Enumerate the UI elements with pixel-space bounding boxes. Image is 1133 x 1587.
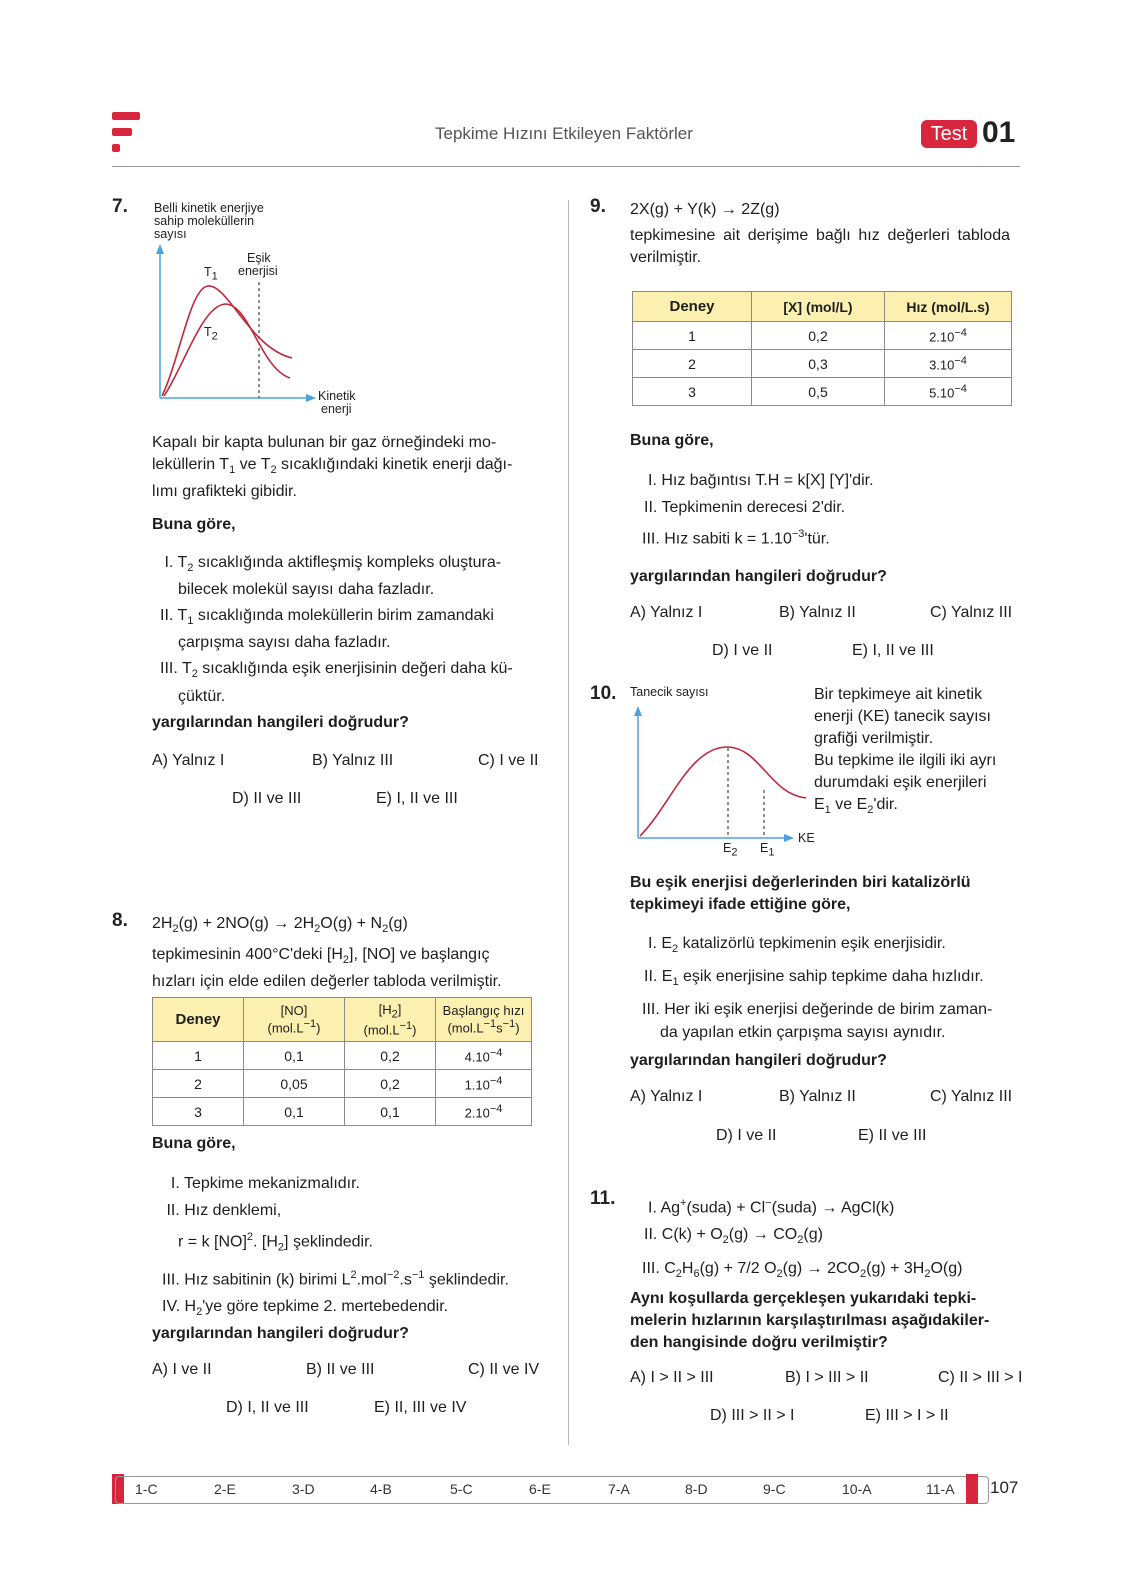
q11-reactions (642, 1190, 1014, 1288)
answer-key-item: 5-C (450, 1481, 473, 1497)
q8-question: yargılarından hangileri doğrudur? (152, 1325, 409, 1342)
q7-ylabel-3: sayısı (154, 227, 187, 241)
question-number-9: 9. (590, 196, 606, 217)
question-number-8: 8. (112, 910, 128, 931)
q9-cell: 0,2 (752, 322, 885, 350)
q7-desc-line1: Kapalı bir kapta bulunan bir gaz örneğindeki mo- (152, 434, 497, 451)
q7-desc-line3: lımı grafikteki gibidir. (152, 483, 297, 501)
answer-key-item: 2-E (214, 1481, 236, 1497)
q10-option-c[interactable]: C) Yalnız III (930, 1088, 1013, 1105)
header-divider (112, 166, 1020, 167)
q7-stmt-3: III. $T_2$ sıcaklığında eşik enerjisinin değeri daha kü- (160, 660, 513, 681)
q10-option-a[interactable]: A) Yalnız I (630, 1088, 703, 1105)
table-row (153, 1042, 532, 1070)
q8-stmt-2b: r = k [NO]$^2$. $[H_2]$ şeklindedir. (178, 1231, 373, 1254)
q10-conclusion (630, 872, 1012, 916)
q10-stmt-3: III. Her iki eşik enerjisi değerinde de birim zaman- (642, 1001, 993, 1019)
q9-question: yargılarından hangileri doğrudur? (630, 568, 887, 585)
q9-table (632, 291, 1012, 406)
q10-graph-svg (630, 686, 820, 866)
q10-desc-line3: grafiği verilmiştir. (814, 730, 934, 747)
q10-stmt-3b: da yapılan etkin çarpışma sayısı aynıdır. (660, 1024, 946, 1042)
q7-stmt-2b: çarpışma sayısı daha fazladır. (178, 634, 391, 652)
q7-stmt-1b: bilecek molekül sayısı daha fazladır. (178, 581, 435, 599)
q9-conclusion: Buna göre, (630, 432, 714, 449)
q8-statements (162, 1170, 542, 1326)
brand-logo (112, 112, 142, 152)
q8-cell: $2.10^{-4}$ (436, 1098, 532, 1126)
question-number-10: 10. (590, 683, 617, 704)
q7-graph (150, 198, 390, 420)
q7-curve-t1-label: $T_1$ (204, 265, 218, 283)
q9-cell: $3.10^{-4}$ (885, 350, 1012, 378)
q7-desc-line2: leküllerin $T_1$ ve $T_2$ sıcaklığındaki kinetik enerji dağı- (152, 456, 513, 477)
q8-stmt-2: II. Hız denklemi, (162, 1202, 282, 1219)
q8-desc-line1: tepkimesinin 400°C'deki $[H_2]$, [NO] ve başlangıç (152, 946, 490, 967)
q9-cell: 3 (633, 378, 752, 406)
q7-option-d[interactable]: D) II ve III (232, 790, 302, 807)
q9-stmt-2: II. Tepkimenin derecesi 2'dir. (644, 499, 846, 516)
answer-key-item: 8-D (685, 1481, 708, 1497)
q11-question (630, 1288, 1012, 1354)
q10-ylabel: Tanecik sayısı (630, 685, 709, 699)
q8-cell: 1 (153, 1042, 244, 1070)
q10-option-d[interactable]: D) I ve II (716, 1127, 777, 1144)
q8-cell: 3 (153, 1098, 244, 1126)
q9-th-deney: Deney (633, 292, 752, 322)
q7-stmt-1: I. $T_2$ sıcaklığında aktifleşmiş kompleks oluştura- (160, 554, 502, 575)
q8-option-a[interactable]: A) I ve II (152, 1361, 212, 1378)
q11-option-c[interactable]: C) II > III > I (938, 1369, 1023, 1386)
q8-stmt-4: IV. $H_2'ye$ göre tepkime 2. mertebedendir. (162, 1297, 449, 1319)
q11-reaction-1: I. Ag+(suda) + Cl−(suda) → AgCl(k) (648, 1197, 895, 1217)
q7-ylabel-2: sahip moleküllerin (154, 214, 255, 228)
answer-key-item: 9-C (763, 1481, 786, 1497)
table-row (153, 1070, 532, 1098)
q8-th-h2: $[H_2]$ $(mol.L^{-1})$ (345, 998, 436, 1042)
q11-reaction-2: II. $C(k) + O_2(g) \to CO_2(g)$ (644, 1226, 823, 1247)
q7-threshold-label-1: Eşik (247, 251, 271, 265)
q9-cell: 1 (633, 322, 752, 350)
q8-th-deney: Deney (153, 998, 244, 1042)
q8-cell: 0,05 (244, 1070, 345, 1098)
q11-option-d[interactable]: D) III > II > I (710, 1407, 795, 1424)
answer-key-item: 7-A (608, 1481, 630, 1497)
q8-cell: 0,2 (345, 1070, 436, 1098)
q10-conclusion-line1: Bu eşik enerjisi değerlerinden biri katalizörlü (630, 874, 971, 891)
q8-cell: 0,1 (345, 1098, 436, 1126)
q11-option-b[interactable]: B) I > III > II (785, 1369, 869, 1386)
q7-xlabel-1: Kinetik (318, 389, 356, 403)
q10-option-b[interactable]: B) Yalnız II (779, 1088, 856, 1105)
q8-option-c[interactable]: C) II ve IV (468, 1361, 540, 1378)
q7-curve-t2-label: $T_2$ (204, 325, 218, 343)
q11-question-line2: melerin hızlarının karşılaştırılması aşağıdakiler- (630, 1312, 990, 1329)
q11-question-line3: den hangisinde doğru verilmiştir? (630, 1334, 888, 1351)
q10-conclusion-line2: tepkimeyi ifade ettiğine göre, (630, 896, 851, 913)
question-number-11: 11. (590, 1188, 616, 1209)
q8-option-e[interactable]: E) II, III ve IV (374, 1399, 467, 1416)
q8-description (152, 944, 532, 993)
q7-stmt-3b: çüktür. (178, 687, 226, 705)
q11-option-a[interactable]: A) I > II > III (630, 1369, 714, 1386)
q7-statements (160, 552, 532, 708)
q8-cell: $4.10^{-4}$ (436, 1042, 532, 1070)
q10-statements (642, 930, 1014, 1043)
q10-xlabel: KE (798, 831, 815, 845)
answer-key-item: 4-B (370, 1481, 392, 1497)
table-row (633, 322, 1012, 350)
q7-ylabel-1: Belli kinetik enerjiye (154, 201, 264, 215)
q11-reaction-3: III. $C_2H_6(g) + 7/2$ $O_2(g) \to 2CO_2(g) + 3H_2O(g)$ (642, 1259, 963, 1280)
q9-statements (642, 467, 1012, 552)
table-row (633, 350, 1012, 378)
q10-e1-label: $E_1$ (760, 841, 775, 859)
answer-key-item: 11-A (926, 1481, 955, 1497)
table-row (633, 378, 1012, 406)
answer-key-item: 6-E (529, 1481, 551, 1497)
q9-option-b[interactable]: B) Yalnız II (779, 604, 856, 621)
q8-conclusion: Buna göre, (152, 1135, 236, 1152)
q10-desc-line5: durumdaki eşik enerjileri (814, 774, 987, 791)
q9-option-a[interactable]: A) Yalnız I (630, 604, 703, 621)
q10-desc-line6: $E_1$ ve $E_2'dir$. (814, 796, 898, 817)
q9-stmt-3: III. Hız sabiti $k = 1.10^{-3}'tür$. (642, 528, 830, 548)
q10-option-e[interactable]: E) II ve III (858, 1127, 927, 1144)
q9-th-rate: Hız (mol/L.s) (885, 292, 1012, 322)
q7-option-e[interactable]: E) I, II ve III (376, 790, 458, 807)
column-divider (568, 200, 569, 1445)
q9-th-x: [X] (mol/L) (752, 292, 885, 322)
q8-equation: $2H_2(g) + 2NO(g) \to 2H_2O(g) + N_2(g)$ (152, 915, 408, 936)
table-row (153, 1098, 532, 1126)
q9-option-e[interactable]: E) I, II ve III (852, 642, 934, 659)
q8-option-d[interactable]: D) I, II ve III (226, 1399, 309, 1416)
q7-option-c[interactable]: C) I ve II (478, 752, 539, 769)
test-badge: Test (921, 120, 977, 148)
q9-option-c[interactable]: C) Yalnız III (930, 604, 1013, 621)
test-number: 01 (982, 116, 1016, 149)
q10-desc-line2: enerji (KE) tanecik sayısı (814, 708, 991, 725)
q7-conclusion: Buna göre, (152, 516, 236, 533)
q8-cell: $1.10^{-4}$ (436, 1070, 532, 1098)
q10-question: yargılarından hangileri doğrudur? (630, 1052, 887, 1069)
q8-cell: 2 (153, 1070, 244, 1098)
answer-key-item: 3-D (292, 1481, 315, 1497)
q8-option-b[interactable]: B) II ve III (306, 1361, 375, 1378)
q10-desc-line1: Bir tepkimeye ait kinetik (814, 686, 983, 703)
q10-desc-line4: Bu tepkime ile ilgili iki ayrı (814, 752, 997, 769)
q10-description (814, 684, 1012, 821)
q11-option-e[interactable]: E) III > I > II (865, 1407, 949, 1424)
q7-stmt-2: II. $T_1$ sıcaklığında moleküllerin birim zamandaki (160, 607, 494, 628)
q8-cell: 0,1 (244, 1042, 345, 1070)
q8-table (152, 997, 532, 1126)
footer-right-marker (966, 1474, 978, 1504)
q10-stmt-1: I. $E_2$ katalizörlü tepkimenin eşik enerjisidir. (648, 935, 946, 956)
q8-stmt-1: I. Tepkime mekanizmalıdır. (162, 1175, 360, 1192)
q7-description (152, 432, 532, 503)
q7-graph-svg (150, 198, 390, 420)
q9-cell: 0,5 (752, 378, 885, 406)
q8-th-rate: Başlangıç hızı $(mol.L^{-1}s^{-1})$ (436, 998, 532, 1042)
q8-stmt-3: III. Hız sabitinin (k) birimi $L^2.mol^{-2}.s^{-1}$ şeklindedir. (162, 1268, 509, 1288)
page-number: 107 (990, 1478, 1019, 1497)
q10-stmt-2: II. $E_1$ eşik enerjisine sahip tepkime daha hızlıdır. (644, 968, 984, 989)
question-number-7: 7. (112, 196, 128, 217)
q7-question: yargılarından hangileri doğrudur? (152, 714, 409, 731)
q10-graph (630, 686, 820, 866)
q9-description: tepkimesine ait derişime bağlı hız değerleri tabloda verilmiştir. (630, 227, 1010, 266)
q9-cell: $2.10^{-4}$ (885, 322, 1012, 350)
q8-th-no: [NO] $(mol.L^{-1})$ (244, 998, 345, 1042)
q9-option-d[interactable]: D) I ve II (712, 642, 773, 659)
q9-cell: 0,3 (752, 350, 885, 378)
q7-option-a[interactable]: A) Yalnız I (152, 752, 225, 769)
q9-cell: $5.10^{-4}$ (885, 378, 1012, 406)
answer-key-item: 10-A (842, 1481, 872, 1497)
q8-desc-line2: hızları için elde edilen değerler tabloda verilmiştir. (152, 973, 502, 991)
answer-key-item: 1-C (135, 1481, 158, 1497)
q7-option-b[interactable]: B) Yalnız III (312, 752, 394, 769)
page-title: Tepkime Hızını Etkileyen Faktörler (435, 124, 693, 143)
q10-e2-label: $E_2$ (723, 841, 738, 859)
q9-cell: 2 (633, 350, 752, 378)
q8-cell: 0,2 (345, 1042, 436, 1070)
q7-xlabel-2: enerji (321, 402, 352, 416)
q11-question-line1: Aynı koşullarda gerçekleşen yukarıdaki tepki- (630, 1290, 977, 1307)
q9-stmt-1: I. Hız bağıntısı T.H = k[X] [Y]'dir. (648, 472, 874, 489)
q8-cell: 0,1 (244, 1098, 345, 1126)
q7-threshold-label-2: enerjisi (238, 264, 278, 278)
q9-equation: 2X(g) + Y(k) → 2Z(g) (630, 201, 780, 218)
